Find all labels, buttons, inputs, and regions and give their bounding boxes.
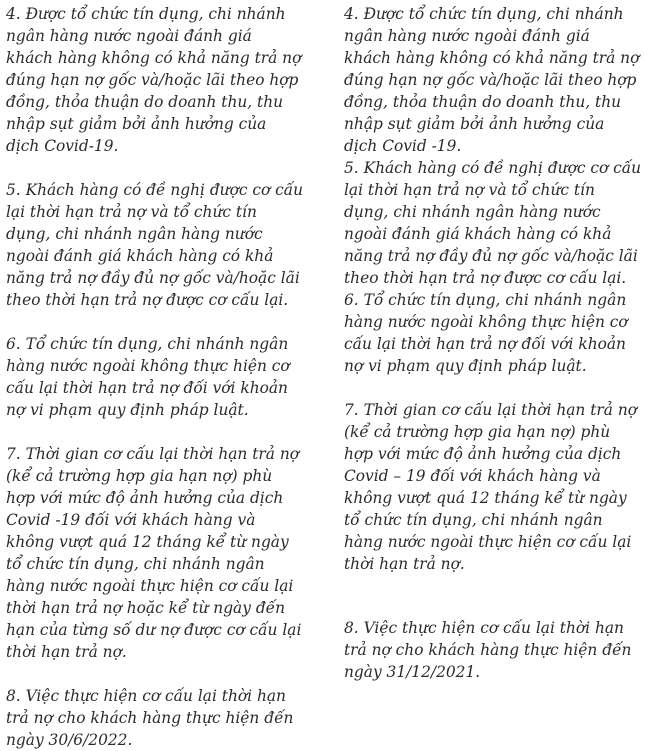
right-paragraph-8: 8. Việc thực hiện cơ cấu lại thời hạn trả nợ cho khách hàng thực hiện đến ngày 31/12/2021.	[344, 619, 632, 681]
right-paragraph-4: 4. Được tổ chức tín dụng, chi nhánh ngân hàng nước ngoài đánh giá khách hàng không có khả năng trả nợ đúng hạn nợ gốc và/hoặc lãi theo hợp đồng, thỏa thuận do doanh thu, thu nhập sụt giảm bởi ảnh hưởng của dịch Covid -19.	[344, 5, 640, 155]
right-paragraph-6: 6. Tổ chức tín dụng, chi nhánh ngân hàng nước ngoài không thực hiện cơ cấu lại thời hạn trả nợ đối với khoản nợ vi phạm quy định pháp luật.	[344, 291, 628, 375]
left-paragraph-5: 5. Khách hàng có đề nghị được cơ cấu lại thời hạn trả nợ và tổ chức tín dụng, chi nhánh ngân hàng nước ngoài đánh giá khách hàng có khả năng trả nợ đầy đủ nợ gốc và/hoặc lãi theo thời hạn trả nợ được cơ cấu lại.	[6, 181, 304, 309]
left-paragraph-4: 4. Được tổ chức tín dụng, chi nhánh ngân hàng nước ngoài đánh giá khách hàng không có khả năng trả nợ đúng hạn nợ gốc và/hoặc lãi theo hợp đồng, thỏa thuận do doanh thu, thu nhập sụt giảm bởi ảnh hưởng của dịch Covid-19.	[6, 5, 302, 155]
left-column	[6, 3, 326, 751]
left-paragraph-8: 8. Việc thực hiện cơ cấu lại thời hạn trả nợ cho khách hàng thực hiện đến ngày 30/6/2022.	[6, 687, 294, 749]
right-column	[344, 3, 664, 683]
right-paragraph-5: 5. Khách hàng có đề nghị được cơ cấu lại thời hạn trả nợ và tổ chức tín dụng, chi nhánh ngân hàng nước ngoài đánh giá khách hàng có khả năng trả nợ đầy đủ nợ gốc và/hoặc lãi theo thời hạn trả nợ được cơ cấu lại.	[344, 159, 642, 287]
right-paragraph-7: 7. Thời gian cơ cấu lại thời hạn trả nợ (kể cả trường hợp gia hạn nợ) phù hợp với mức độ ảnh hưởng của dịch Covid – 19 đối với khách hàng và không vượt quá 12 tháng kể từ ngày tổ chức tín dụng, chi nhánh ngân hàng nước ngoài thực hiện cơ cấu lại thời hạn trả nợ.	[344, 401, 637, 573]
left-paragraph-7: 7. Thời gian cơ cấu lại thời hạn trả nợ (kể cả trường hợp gia hạn nợ) phù hợp với mức độ ảnh hưởng của dịch Covid -19 đối với khách hàng và không vượt quá 12 tháng kể từ ngày tổ chức tín dụng, chi nhánh ngân hàng nước ngoài thực hiện cơ cấu lại thời hạn trả nợ hoặc kể từ ngày đến hạn của từng số dư nợ được cơ cấu lại thời hạn trả nợ.	[6, 445, 302, 661]
left-paragraph-6: 6. Tổ chức tín dụng, chi nhánh ngân hàng nước ngoài không thực hiện cơ cấu lại thời hạn trả nợ đối với khoản nợ vi phạm quy định pháp luật.	[6, 335, 290, 419]
